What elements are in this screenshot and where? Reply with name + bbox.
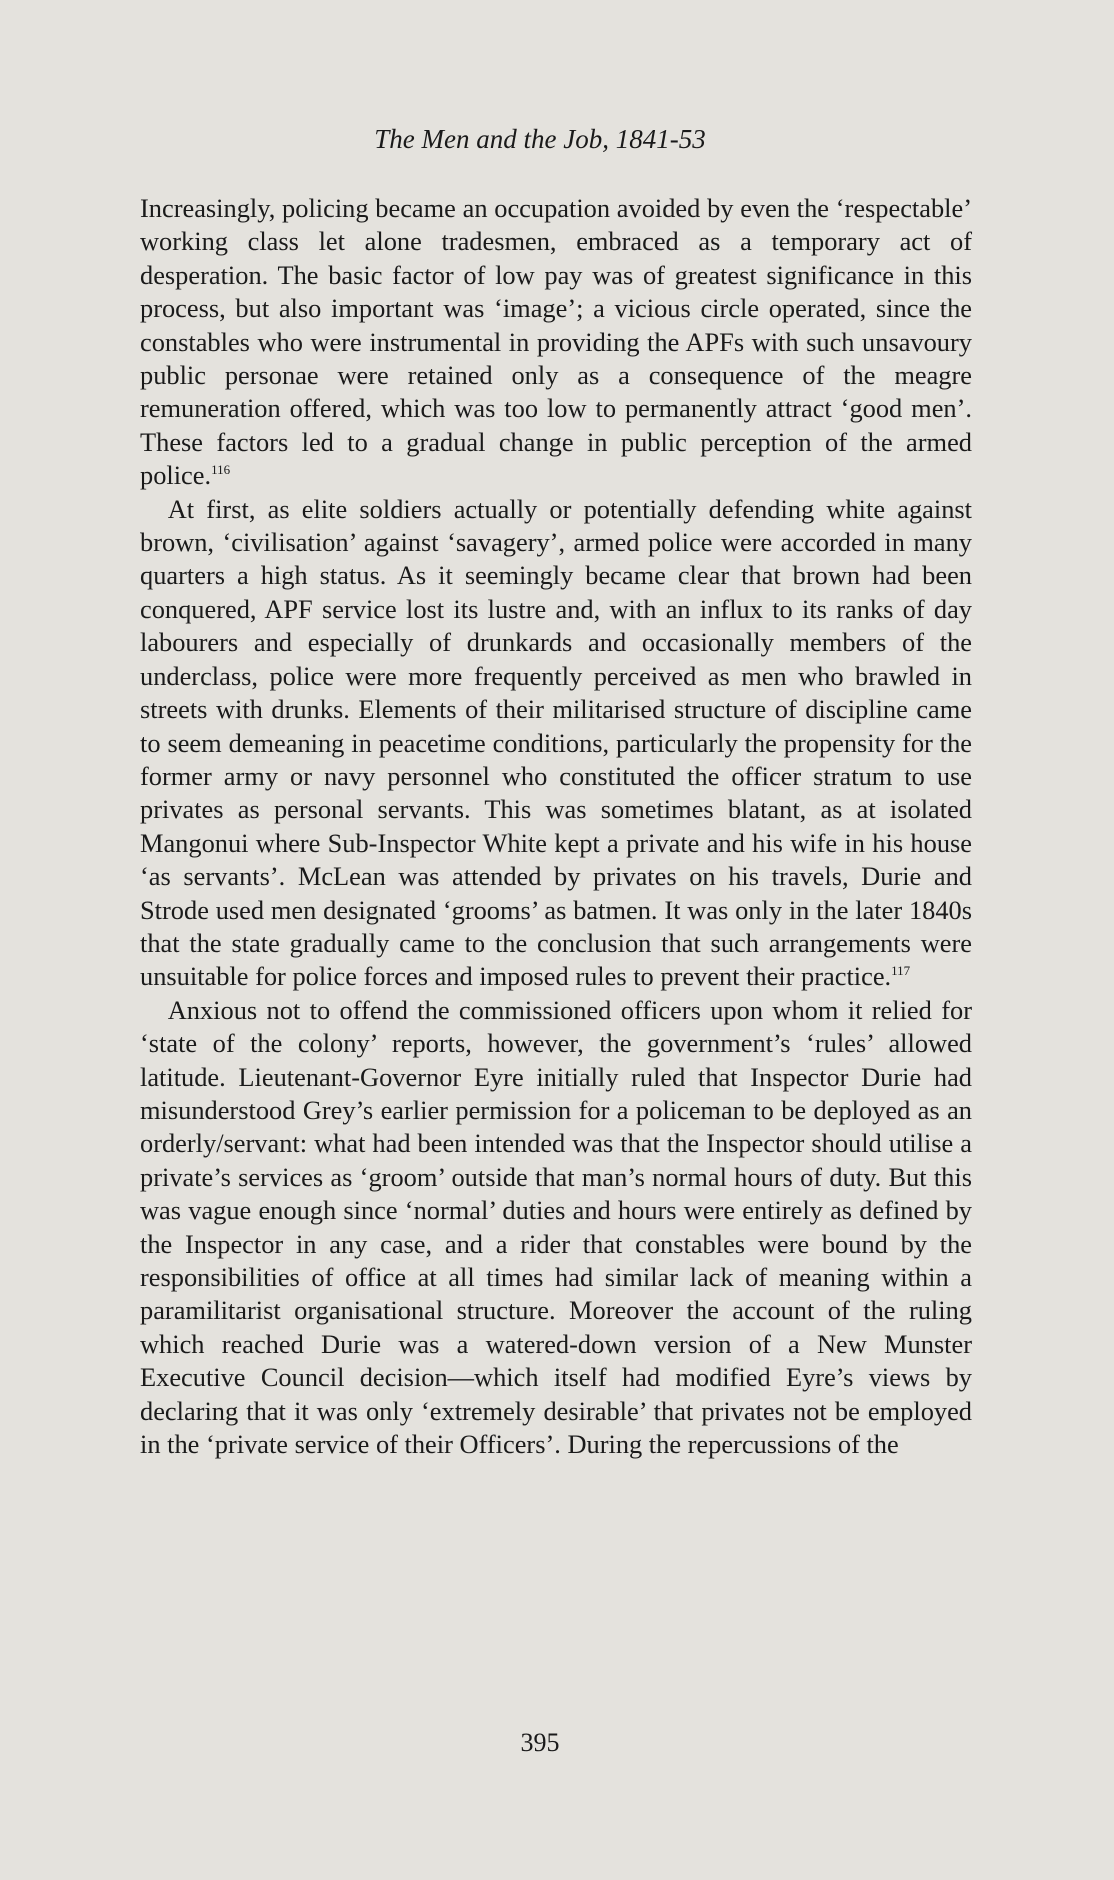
- footnote-ref-116: 116: [211, 462, 231, 478]
- paragraph-2-text: At first, as elite soldiers actually or potentially defending white against brown, ‘civilisation’ against ‘savagery’, armed police were accorded in many quarters a high status. As it seemingly became clear that brown had been conquered, APF service lost its lustre and, with an influx to its ranks of day labourers and especially of drunkards and occasionally members of the underclass, police were more frequently perceived as men who brawled in streets with drunks. Elements of their militarised structure of discipline came to seem demeaning in peacetime conditions, particularly the propensity for the former army or navy personnel who constituted the officer stratum to use privates as personal servants. This was sometimes blatant, as at isolated Mangonui where Sub-Inspector White kept a private and his wife in his house ‘as servants’. McLean was attended by privates on his travels, Durie and Strode used men designated ‘grooms’ as batmen. It was only in the later 1840s that the state gradually came to the conclusion that such arrangements were unsuitable for police forces and imposed rules to prevent their practice.: [140, 493, 972, 992]
- footnote-ref-117: 117: [891, 963, 911, 979]
- paragraph-1-text: Increasingly, policing became an occupation avoided by even the ‘respectable’ working class let alone tradesmen, embraced as a temporary act of desperation. The basic factor of low pay was of greatest significance in this process, but also important was ‘image’; a vicious circle operated, since the constables who were instrumental in providing the APFs with such unsavoury public personae were retained only as a consequence of the meagre remuneration offered, which was too low to permanently attract ‘good men’. These factors led to a gradual change in public perception of the armed police.: [140, 193, 972, 491]
- paragraph-2: [140, 493, 972, 994]
- paragraph-3-text: Anxious not to offend the commissioned officers upon whom it relied for ‘state of the colony’ reports, however, the government’s ‘rules’ allowed latitude. Lieutenant-Governor Eyre initially ruled that Inspector Durie had misunderstood Grey’s earlier permission for a policeman to be deployed as an orderly/servant: what had been intended was that the Inspector should utilise a private’s services as ‘groom’ outside that man’s normal hours of duty. But this was vague enough since ‘normal’ duties and hours were entirely as defined by the Inspector in any case, and a rider that constables were bound by the responsibilities of office at all times had similar lack of meaning within a paramilitarist organisational structure. Moreover the account of the ruling which reached Durie was a watered-down version of a New Munster Executive Council decision—which itself had modified Eyre’s views by declaring that it was only ‘extremely desirable’ that privates not be employed in the ‘private service of their Officers’. During the repercussions of the: [140, 994, 972, 1460]
- paragraph-1: [140, 192, 972, 493]
- body-text: [140, 192, 972, 1461]
- running-head: The Men and the Job, 1841-53: [374, 124, 706, 154]
- paragraph-3: [140, 994, 972, 1462]
- page-number: 395: [520, 1728, 560, 1757]
